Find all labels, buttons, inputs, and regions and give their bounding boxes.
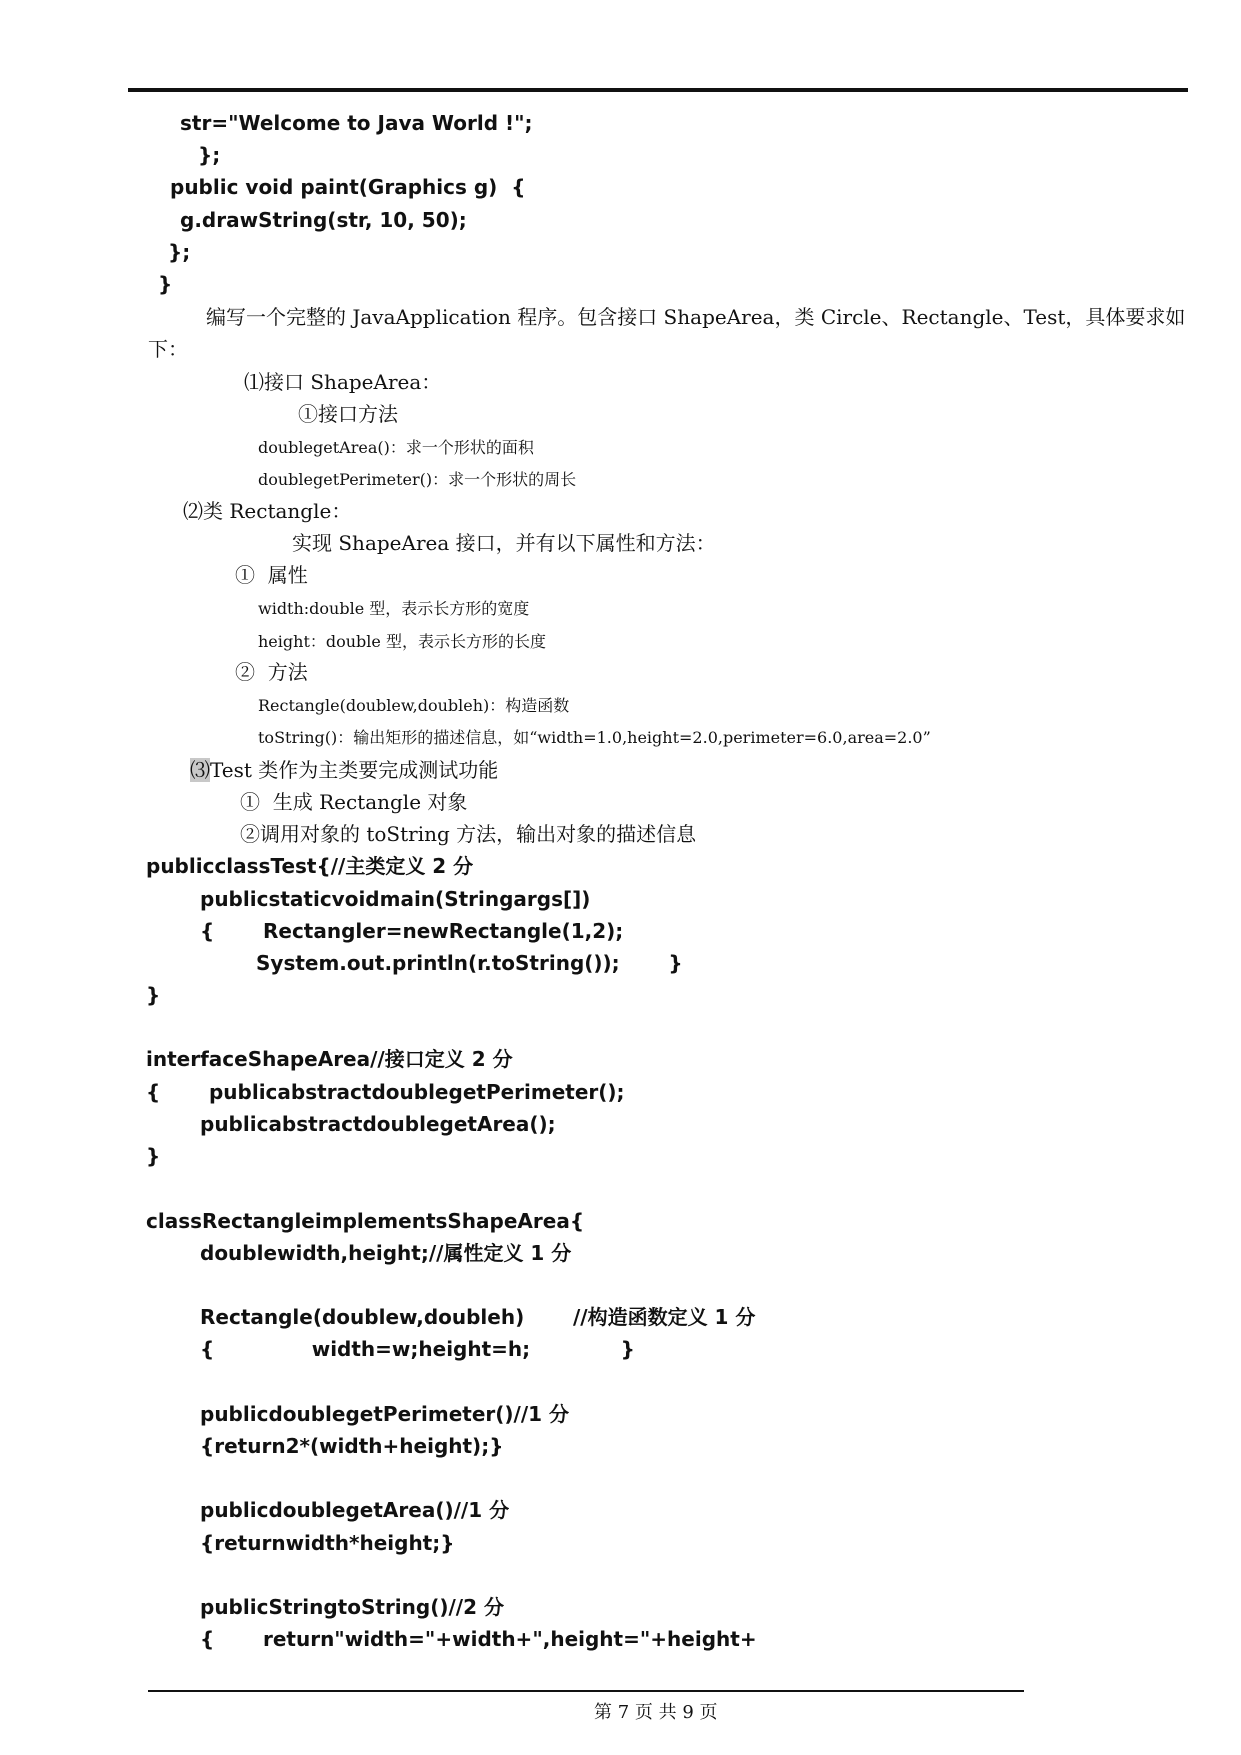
section-3-text: Test 类作为主类要完成测试功能 [210,758,499,782]
page-number: 第 7 页 共 9 页 [594,1702,718,1723]
interface-method: doublegetArea()：求一个形状的面积 [258,438,534,457]
header-rule-thin [1040,91,1188,92]
code-line: {returnwidth*height;} [200,1531,455,1555]
section-3-number: ⑶ [190,758,210,782]
code-line: Rectangle(doublew,doubleh) //构造函数定义 1 分 [200,1305,756,1329]
interface-method: doublegetPerimeter()：求一个形状的周长 [258,470,577,489]
test-item: ① 生成 Rectangle 对象 [240,790,468,814]
code-line: publicclassTest{//主类定义 2 分 [146,854,474,878]
methods-heading: ② 方法 [235,660,308,684]
code-line: { publicabstractdoublegetPerimeter(); [146,1080,625,1104]
code-line: } [158,272,173,296]
code-line: System.out.println(r.toString()); } [256,951,683,975]
code-line: publicabstractdoublegetArea(); [200,1112,556,1136]
code-line: }; [168,240,191,264]
section-2-title: ⑵类 Rectangle： [183,499,352,523]
code-line: g.drawString(str, 10, 50); [180,208,467,232]
method-item: Rectangle(doublew,doubleh)：构造函数 [258,696,570,715]
section-1-subtitle: ①接口方法 [298,402,398,426]
footer-rule [148,1690,1024,1692]
test-item: ②调用对象的 toString 方法，输出对象的描述信息 [240,822,697,846]
section-2-desc: 实现 ShapeArea 接口，并有以下属性和方法： [292,531,716,555]
code-line: } [146,1144,161,1168]
attributes-heading: ① 属性 [235,563,308,587]
code-line: }; [198,143,221,167]
code-line: interfaceShapeArea//接口定义 2 分 [146,1047,513,1071]
code-line: { Rectangler=newRectangle(1,2); [200,919,624,943]
code-line: {return2*(width+height);} [200,1434,504,1458]
code-line: doublewidth,height;//属性定义 1 分 [200,1241,572,1265]
code-line: publicstaticvoidmain(Stringargs[]) [200,887,591,911]
section-3-title [190,760,498,780]
method-item: toString()：输出矩形的描述信息，如“width=1.0,height=2.0,perimeter=6.0,area=2.0” [258,728,931,747]
code-line: classRectangleimplementsShapeArea{ [146,1209,585,1233]
section-1-title: ⑴接口 ShapeArea： [244,370,442,394]
code-line: publicdoublegetArea()//1 分 [200,1498,510,1522]
header-rule [128,88,1188,92]
code-line: } [146,983,161,1007]
code-line: publicdoublegetPerimeter()//1 分 [200,1402,570,1426]
attribute-item: height：double 型，表示长方形的长度 [258,632,546,651]
code-line: { width=w;height=h; } [200,1337,635,1361]
task-intro-continued: 下： [148,337,188,361]
task-intro: 编写一个完整的 JavaApplication 程序。包含接口 ShapeArea，类 Circle、Rectangle、Test，具体要求如 [206,305,1186,329]
code-line: str="Welcome to Java World !"; [180,111,533,135]
attribute-item: width:double 型，表示长方形的宽度 [258,599,530,618]
code-line: public void paint(Graphics g) { [170,175,526,199]
code-line: { return"width="+width+",height="+height+ [200,1627,757,1651]
code-line: publicStringtoString()//2 分 [200,1595,504,1619]
